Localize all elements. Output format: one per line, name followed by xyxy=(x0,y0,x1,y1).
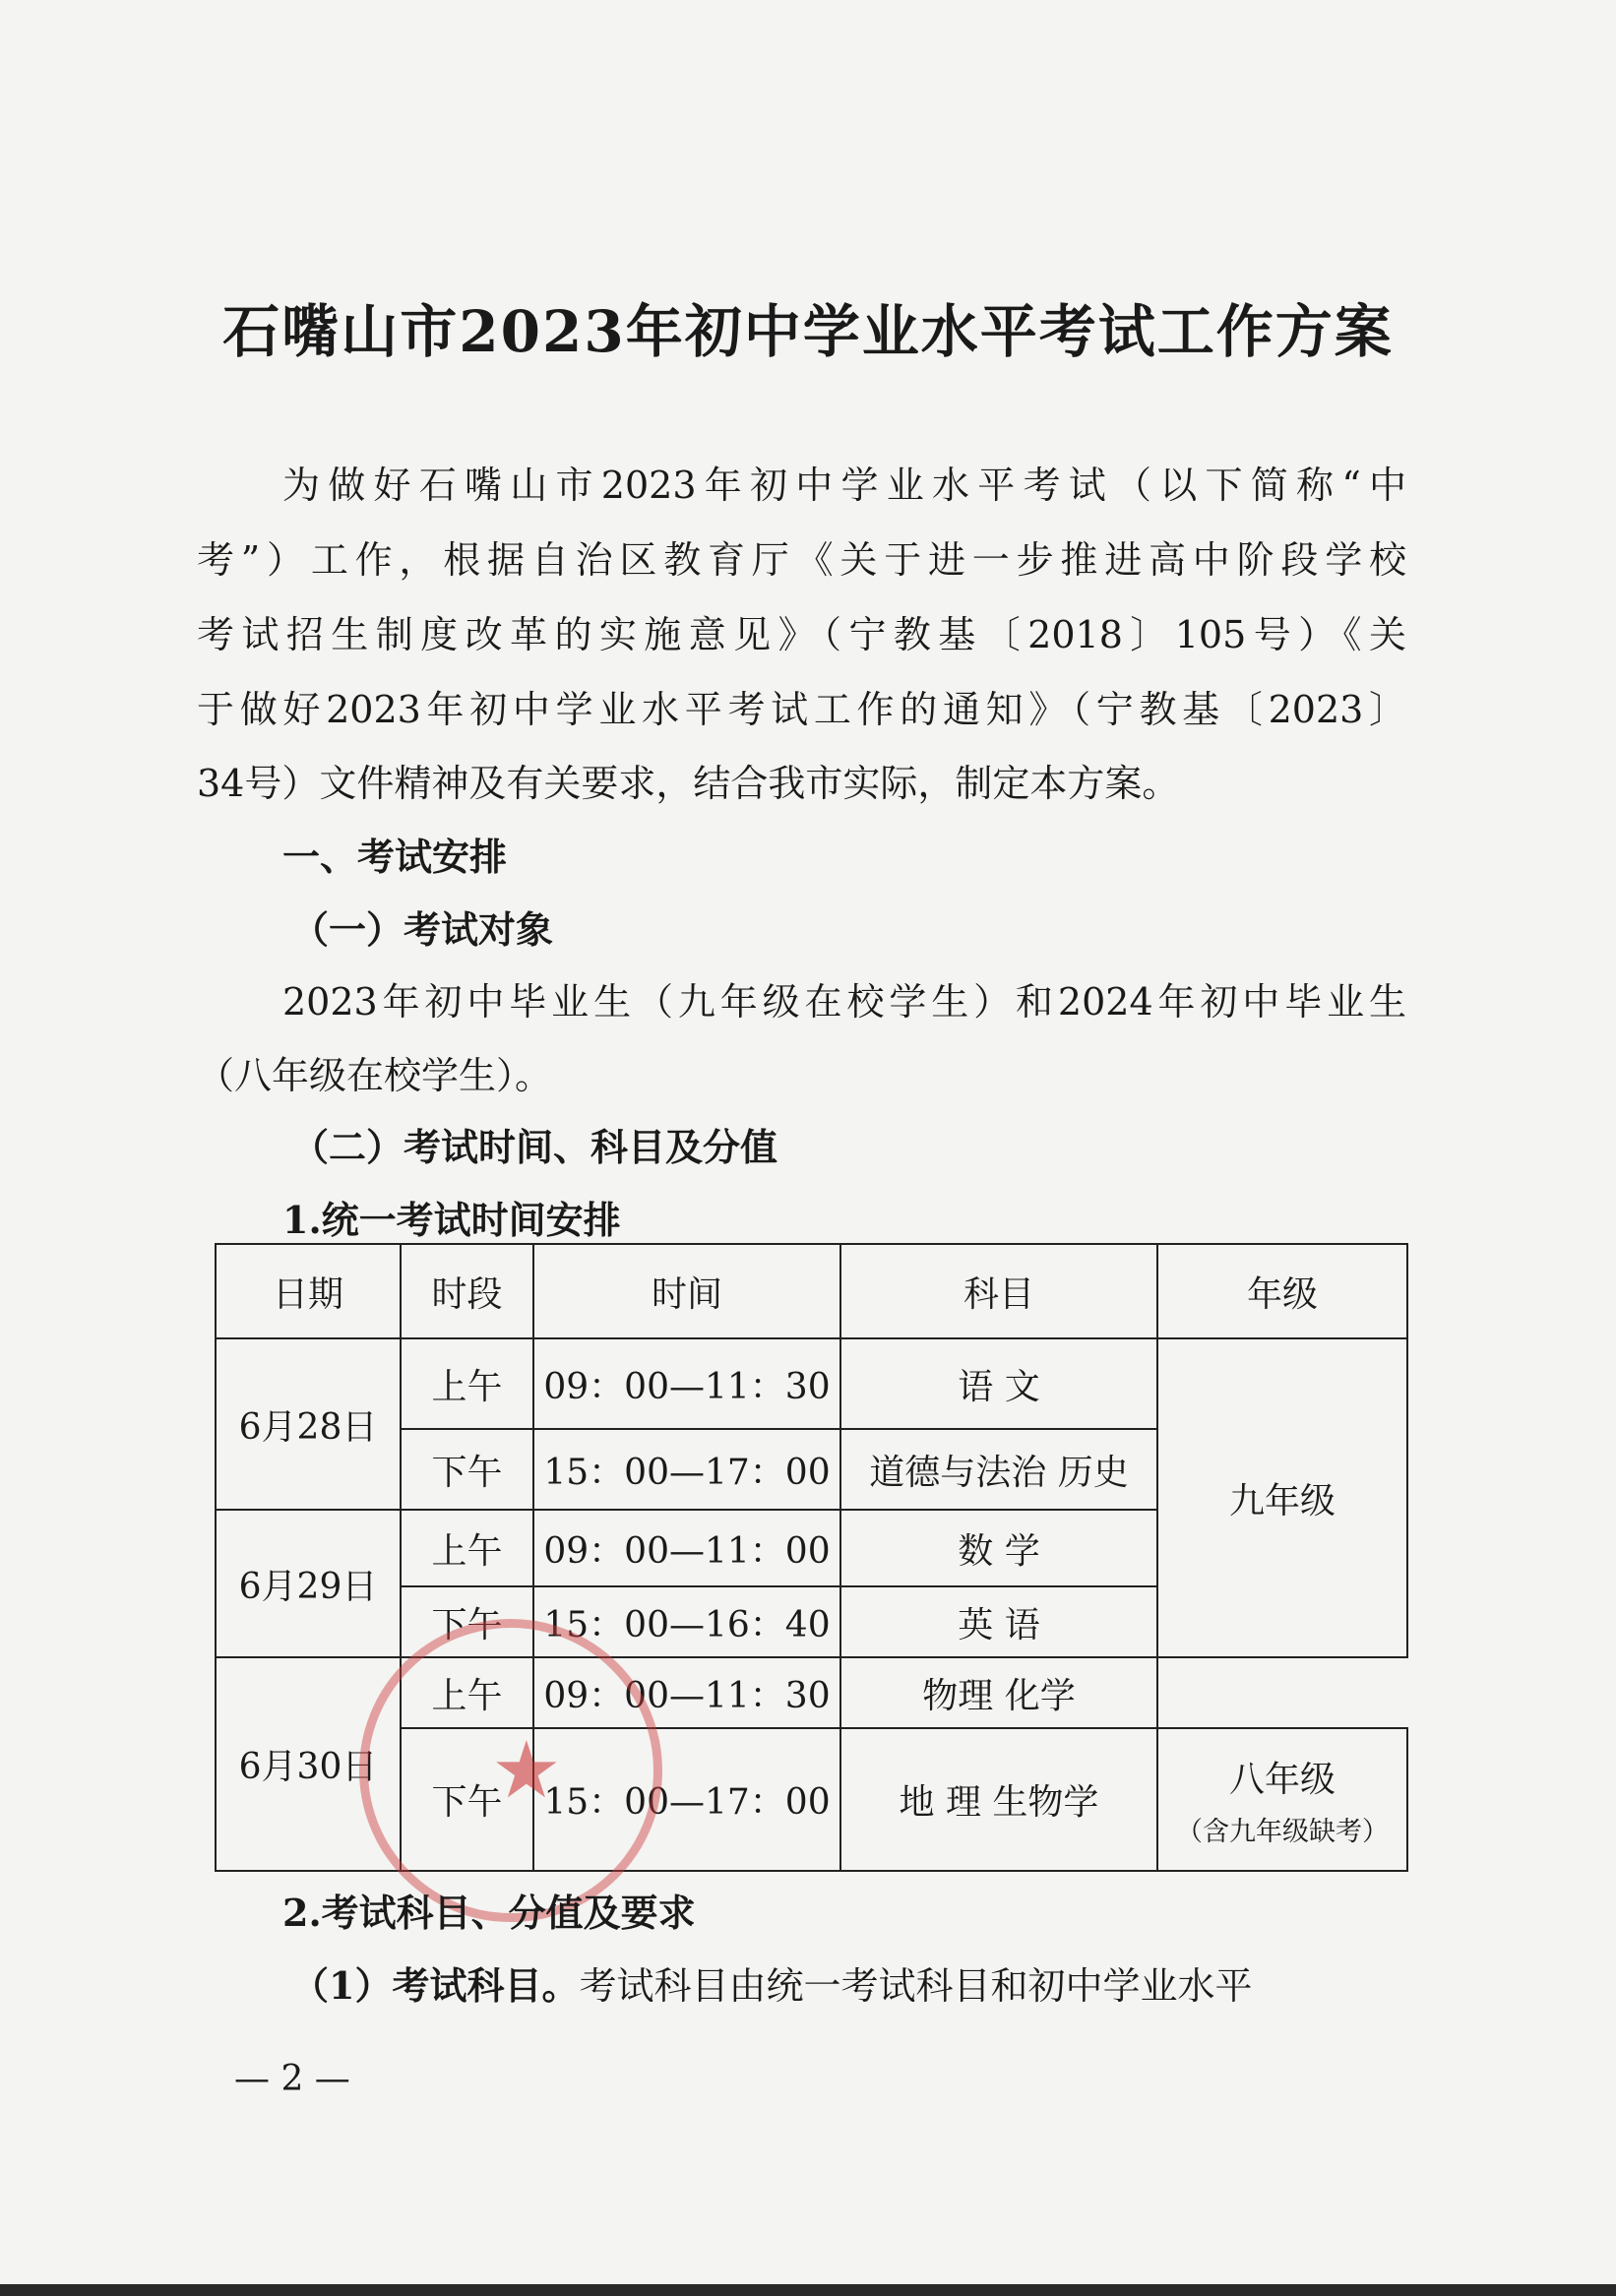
header-grade: 年级 xyxy=(1157,1244,1407,1338)
grade-cell-ninth: 九年级 xyxy=(1157,1338,1407,1657)
date-cell: 6月28日 xyxy=(216,1338,401,1510)
header-time: 时间 xyxy=(533,1244,840,1338)
time-cell: 09：00—11：00 xyxy=(533,1510,840,1586)
intro-line-1: 为做好石嘴山市2023年初中学业水平考试（以下简称“中 xyxy=(282,464,1406,507)
item-heading-2: 2.考试科目、分值及要求 xyxy=(282,1891,696,1935)
grade-eighth-note: （含九年级缺考） xyxy=(1176,1816,1389,1847)
time-cell: 15：00—17：00 xyxy=(533,1728,840,1871)
table-header-row xyxy=(216,1244,1407,1338)
item-2-1-line xyxy=(291,1961,1252,2011)
time-cell: 15：00—16：40 xyxy=(533,1586,840,1657)
page-number: — 2 — xyxy=(234,2059,350,2099)
subject-cell: 数 学 xyxy=(840,1510,1157,1586)
grade-cell-eighth xyxy=(1157,1728,1407,1871)
date-cell: 6月29日 xyxy=(216,1510,401,1657)
intro-line-5: 34号）文件精神及有关要求，结合我市实际，制定本方案。 xyxy=(197,762,1180,805)
intro-line-4: 于做好2023年初中学业水平考试工作的通知》（宁教基〔2023〕 xyxy=(197,688,1406,731)
period-cell: 下午 xyxy=(401,1429,533,1510)
subsection-1-line-2: （八年级在校学生）。 xyxy=(197,1054,553,1097)
period-cell: 下午 xyxy=(401,1728,533,1871)
time-cell: 15：00—17：00 xyxy=(533,1429,840,1510)
item-2-1-label: （1）考试科目。 xyxy=(291,1963,580,2008)
item-2-1-text: 考试科目由统一考试科目和初中学业水平 xyxy=(579,1964,1253,2008)
time-cell: 09：00—11：30 xyxy=(533,1657,840,1728)
document-title: 石嘴山市2023年初中学业水平考试工作方案 xyxy=(222,298,1394,365)
time-cell: 09：00—11：30 xyxy=(533,1338,840,1429)
date-cell: 6月30日 xyxy=(216,1657,401,1871)
subject-cell: 语 文 xyxy=(840,1338,1157,1429)
subject-cell: 物理 化学 xyxy=(840,1657,1157,1728)
item-heading-1: 1.统一考试时间安排 xyxy=(282,1198,621,1242)
subsection-1-line-1: 2023年初中毕业生（九年级在校学生）和2024年初中毕业生 xyxy=(282,980,1406,1024)
period-cell: 下午 xyxy=(401,1586,533,1657)
subsection-heading-2: （二）考试时间、科目及分值 xyxy=(291,1125,778,1169)
intro-line-3: 考试招生制度改革的实施意见》（宁教基〔2018〕105号）《关 xyxy=(197,613,1406,656)
exam-schedule-table xyxy=(215,1243,1408,1872)
subsection-heading-1: （一）考试对象 xyxy=(291,907,554,952)
period-cell: 上午 xyxy=(401,1657,533,1728)
subject-cell: 道德与法治 历史 xyxy=(840,1429,1157,1510)
intro-line-2: 考”）工作，根据自治区教育厅《关于进一步推进高中阶段学校 xyxy=(197,538,1406,582)
table-row xyxy=(216,1338,1407,1429)
table-row xyxy=(216,1657,1407,1728)
section-heading-1: 一、考试安排 xyxy=(282,835,508,879)
header-date: 日期 xyxy=(216,1244,401,1338)
period-cell: 上午 xyxy=(401,1338,533,1429)
seal-star-icon: ★ xyxy=(491,1724,562,1816)
header-period: 时段 xyxy=(401,1244,533,1338)
scan-edge-bar xyxy=(0,2284,1616,2296)
subject-cell: 地 理 生物学 xyxy=(840,1728,1157,1871)
period-cell: 上午 xyxy=(401,1510,533,1586)
header-subject: 科目 xyxy=(840,1244,1157,1338)
subject-cell: 英 语 xyxy=(840,1586,1157,1657)
grade-eighth-label: 八年级 xyxy=(1228,1759,1336,1800)
